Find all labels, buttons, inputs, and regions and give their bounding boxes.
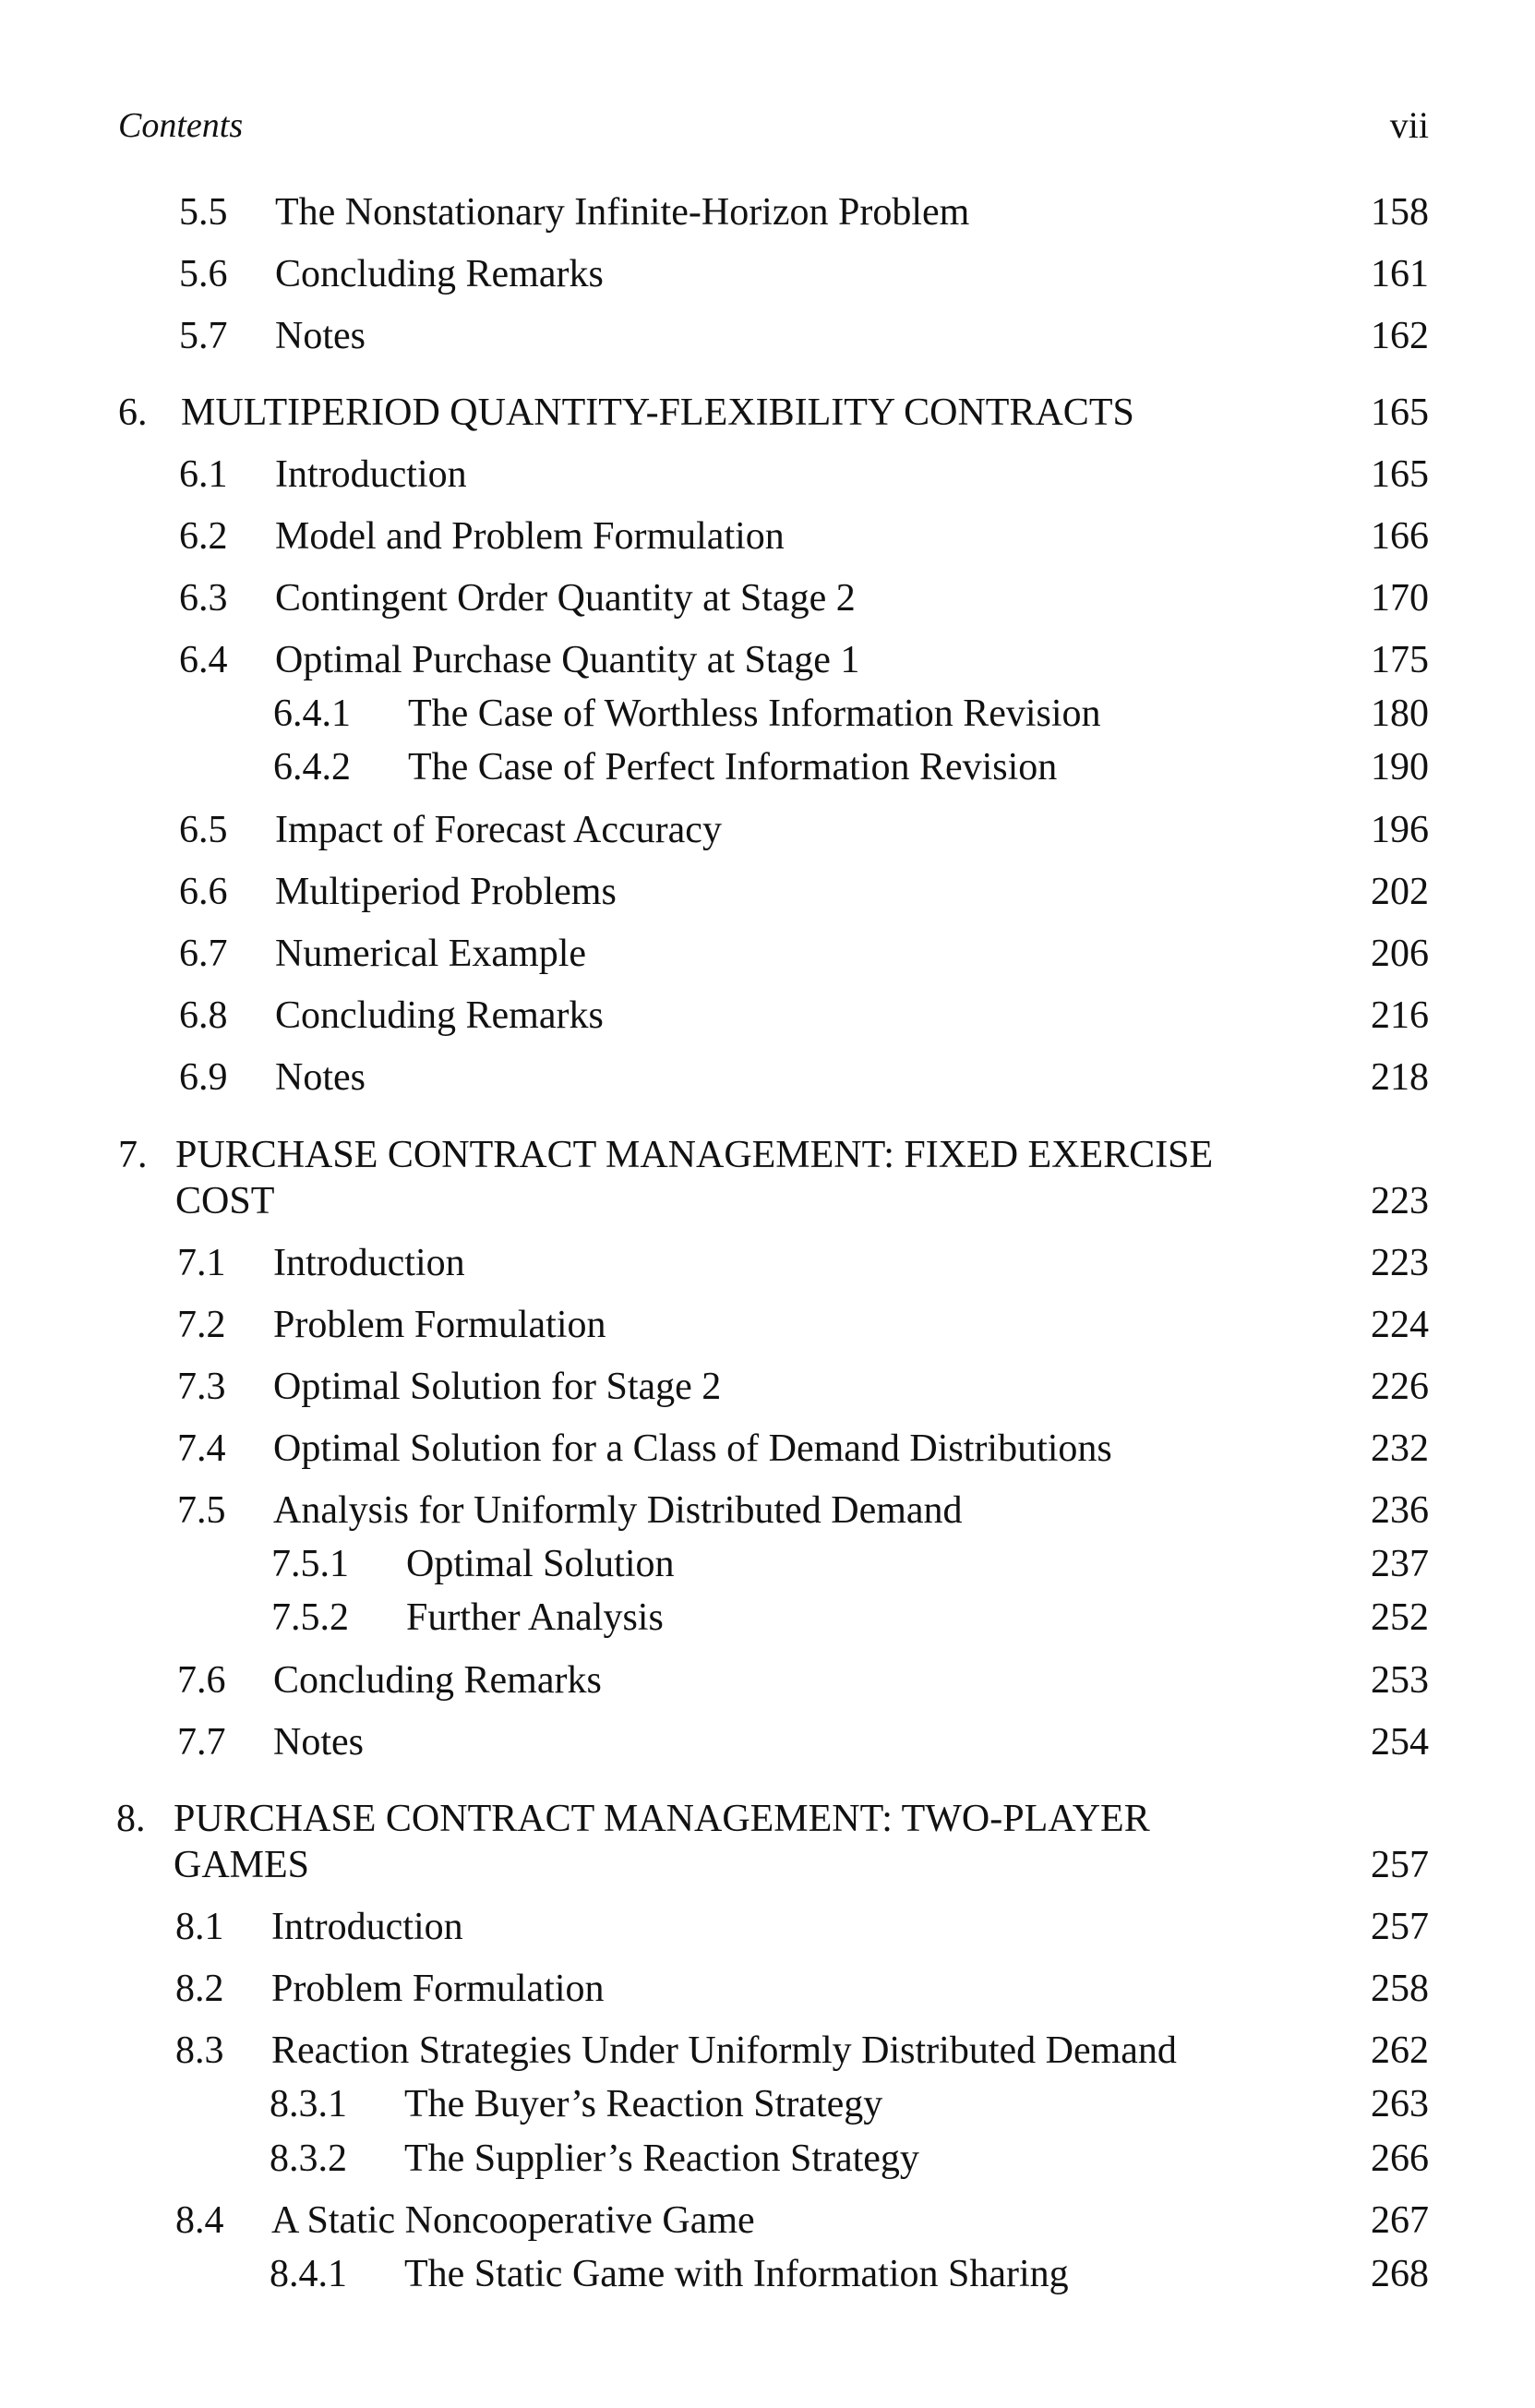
subsection-number: 8.4.1 <box>270 2253 347 2295</box>
page-ref: 257 <box>1371 1844 1429 1886</box>
section-title: Model and Problem Formulation <box>275 515 785 558</box>
section-title: Introduction <box>273 1242 465 1284</box>
page-ref: 232 <box>1371 1427 1429 1470</box>
subsection-number: 7.5.2 <box>271 1596 349 1639</box>
section-title: Concluding Remarks <box>273 1659 602 1702</box>
section-title: Impact of Forecast Accuracy <box>275 809 722 851</box>
section-number: 5.5 <box>179 191 228 234</box>
section-number: 6.1 <box>179 453 228 496</box>
subsection-title: Further Analysis <box>406 1596 664 1639</box>
page-number: vii <box>1389 104 1429 146</box>
section-number: 7.7 <box>177 1721 226 1764</box>
page-ref: 218 <box>1371 1056 1429 1099</box>
chapter-title: MULTIPERIOD QUANTITY-FLEXIBILITY CONTRACTS <box>181 391 1134 434</box>
page-ref: 267 <box>1371 2199 1429 2242</box>
page-ref: 166 <box>1371 515 1429 558</box>
section-title: Optimal Solution for a Class of Demand Distributions <box>273 1427 1112 1470</box>
page-ref: 165 <box>1371 453 1429 496</box>
section-number: 6.2 <box>179 515 228 558</box>
page-ref: 224 <box>1371 1304 1429 1346</box>
section-number: 6.5 <box>179 809 228 851</box>
chapter-title-line-2: COST <box>175 1180 275 1222</box>
section-number: 8.2 <box>175 1968 224 2010</box>
section-title: Optimal Solution for Stage 2 <box>273 1366 722 1408</box>
section-title: Notes <box>275 1056 366 1099</box>
section-number: 7.4 <box>177 1427 226 1470</box>
chapter-title-line-2: GAMES <box>174 1844 310 1886</box>
page-ref: 253 <box>1371 1659 1429 1702</box>
section-number: 5.6 <box>179 253 228 295</box>
subsection-title: The Supplier’s Reaction Strategy <box>404 2137 919 2180</box>
section-title: Contingent Order Quantity at Stage 2 <box>275 577 856 620</box>
page-ref: 263 <box>1371 2083 1429 2125</box>
page-ref: 190 <box>1371 746 1429 789</box>
chapter-number: 6. <box>118 391 148 434</box>
section-title: Optimal Purchase Quantity at Stage 1 <box>275 639 860 681</box>
page-ref: 202 <box>1371 871 1429 913</box>
section-number: 8.1 <box>175 1906 224 1948</box>
subsection-title: The Case of Perfect Information Revision <box>408 746 1058 789</box>
section-title: Reaction Strategies Under Uniformly Distributed Demand <box>271 2029 1177 2072</box>
section-number: 6.9 <box>179 1056 228 1099</box>
section-number: 6.4 <box>179 639 228 681</box>
page-ref: 223 <box>1371 1180 1429 1222</box>
page-ref: 170 <box>1371 577 1429 620</box>
section-title: Multiperiod Problems <box>275 871 617 913</box>
subsection-title: The Case of Worthless Information Revision <box>408 692 1101 735</box>
page-ref: 162 <box>1371 315 1429 357</box>
subsection-number: 7.5.1 <box>271 1543 349 1585</box>
section-number: 8.4 <box>175 2199 224 2242</box>
page-ref: 257 <box>1371 1906 1429 1948</box>
subsection-title: The Static Game with Information Sharing <box>404 2253 1069 2295</box>
section-title: The Nonstationary Infinite-Horizon Problem <box>275 191 970 234</box>
section-number: 6.7 <box>179 933 228 975</box>
section-title: Concluding Remarks <box>275 253 604 295</box>
section-number: 7.6 <box>177 1659 226 1702</box>
section-title: Introduction <box>271 1906 463 1948</box>
subsection-number: 8.3.1 <box>270 2083 347 2125</box>
chapter-title: PURCHASE CONTRACT MANAGEMENT: FIXED EXERCISE <box>175 1134 1214 1176</box>
chapter-title: PURCHASE CONTRACT MANAGEMENT: TWO-PLAYER <box>174 1798 1150 1840</box>
section-title: A Static Noncooperative Game <box>271 2199 755 2242</box>
page-ref: 216 <box>1371 994 1429 1037</box>
section-number: 6.3 <box>179 577 228 620</box>
section-number: 5.7 <box>179 315 228 357</box>
chapter-number: 7. <box>118 1134 148 1176</box>
section-title: Analysis for Uniformly Distributed Demand <box>273 1489 963 1532</box>
subsection-number: 8.3.2 <box>270 2137 347 2180</box>
section-title: Problem Formulation <box>273 1304 606 1346</box>
page-ref: 266 <box>1371 2137 1429 2180</box>
subsection-number: 6.4.2 <box>273 746 351 789</box>
chapter-number: 8. <box>116 1798 146 1840</box>
section-title: Notes <box>275 315 366 357</box>
section-title: Concluding Remarks <box>275 994 604 1037</box>
page-ref: 258 <box>1371 1968 1429 2010</box>
page-ref: 175 <box>1371 639 1429 681</box>
page-ref: 158 <box>1371 191 1429 234</box>
page-ref: 268 <box>1371 2253 1429 2295</box>
section-title: Problem Formulation <box>271 1968 605 2010</box>
section-number: 7.5 <box>177 1489 226 1532</box>
running-header-title: Contents <box>118 106 244 145</box>
section-title: Introduction <box>275 453 467 496</box>
page-ref: 206 <box>1371 933 1429 975</box>
subsection-number: 6.4.1 <box>273 692 351 735</box>
page-ref: 196 <box>1371 809 1429 851</box>
page-ref: 165 <box>1371 391 1429 434</box>
subsection-title: Optimal Solution <box>406 1543 675 1585</box>
page-ref: 236 <box>1371 1489 1429 1532</box>
section-number: 8.3 <box>175 2029 224 2072</box>
page-ref: 161 <box>1371 253 1429 295</box>
section-number: 7.2 <box>177 1304 226 1346</box>
section-title: Numerical Example <box>275 933 587 975</box>
page-ref: 237 <box>1371 1543 1429 1585</box>
subsection-title: The Buyer’s Reaction Strategy <box>404 2083 883 2125</box>
section-number: 7.1 <box>177 1242 226 1284</box>
page-ref: 254 <box>1371 1721 1429 1764</box>
section-number: 6.6 <box>179 871 228 913</box>
page-ref: 262 <box>1371 2029 1429 2072</box>
section-title: Notes <box>273 1721 364 1764</box>
page-ref: 252 <box>1371 1596 1429 1639</box>
page-ref: 223 <box>1371 1242 1429 1284</box>
section-number: 7.3 <box>177 1366 226 1408</box>
page-ref: 180 <box>1371 692 1429 735</box>
page-ref: 226 <box>1371 1366 1429 1408</box>
section-number: 6.8 <box>179 994 228 1037</box>
